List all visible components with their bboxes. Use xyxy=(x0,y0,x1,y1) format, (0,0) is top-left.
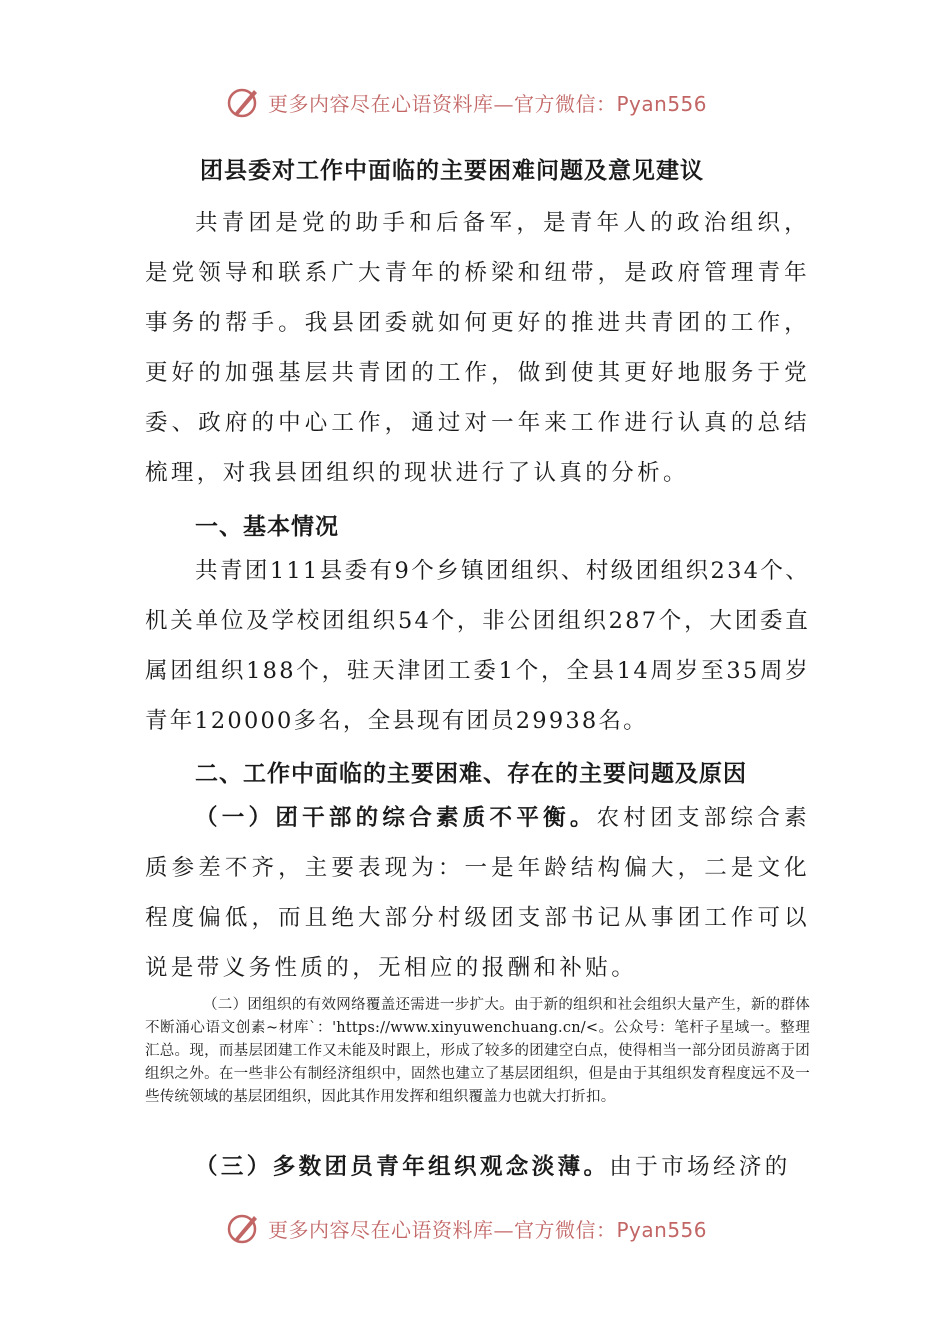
section-heading-basic: 一、基本情况 xyxy=(195,513,339,540)
watermark-text: 更多内容尽在心语资料库—官方微信：Pyan556 xyxy=(268,1217,708,1242)
problem-item-3-body: 由于市场经济的 xyxy=(609,1154,791,1180)
watermark-text: 更多内容尽在心语资料库—官方微信：Pyan556 xyxy=(268,91,708,116)
problem-item-3-title: （三）多数团员青年组织观念淡薄。 xyxy=(195,1154,610,1180)
watermark-banner-bottom xyxy=(226,1208,726,1248)
problem-item-1-title: （一）团干部的综合素质不平衡。 xyxy=(195,805,597,831)
watermark-banner-top xyxy=(226,82,726,122)
basic-situation-paragraph: 共青团111县委有9个乡镇团组织、村级团组织234个、机关单位及学校团组织54个，非公团组织287个，大团委直属团组织188个，驻天津团工委1个，全县14周岁至35周岁青年120000多名，全县现有团员29938名。 xyxy=(145,558,810,734)
document-title: 团县委对工作中面临的主要困难问题及意见建议 xyxy=(200,157,704,184)
problem-item-1 xyxy=(145,793,810,993)
problem-item-3 xyxy=(145,1142,810,1192)
section-heading-problems: 二、工作中面临的主要困难、存在的主要问题及原因 xyxy=(195,760,747,787)
problem-item-2: （二）团组织的有效网络覆盖还需进一步扩大。由于新的组织和社会组织大量产生，新的群体不断涌心语文创素~材库`：'https://www.xinyuwenchuang.cn/<。公众号：笔杆子星域一。整理汇总。现，而基层团建工作又未能及时跟上，形成了较多的团建空白点，使得相当一部分团员游离于团组织之外。在一些非公有制经济组织中，固然也建立了基层团组织，但是由于其组织发育程度远不及一些传统领域的基层团组织，因此其作用发挥和组织覆盖力也就大打折扣。 xyxy=(145,997,810,1105)
quill-logo-icon xyxy=(226,1210,262,1246)
intro-paragraph: 共青团是党的助手和后备军，是青年人的政治组织，是党领导和联系广大青年的桥梁和纽带，是政府管理青年事务的帮手。我县团委就如何更好的推进共青团的工作，更好的加强基层共青团的工作，做到使其更好地服务于党委、政府的中心工作，通过对一年来工作进行认真的总结梳理，对我县团组织的现状进行了认真的分析。 xyxy=(145,210,810,486)
problem-item-1-body: 农村团支部综合素质参差不齐，主要表现为：一是年龄结构偏大，二是文化程度偏低，而且绝大部分村级团支部书记从事团工作可以说是带义务性质的，无相应的报酬和补贴。 xyxy=(145,805,810,981)
quill-logo-icon xyxy=(226,84,262,120)
